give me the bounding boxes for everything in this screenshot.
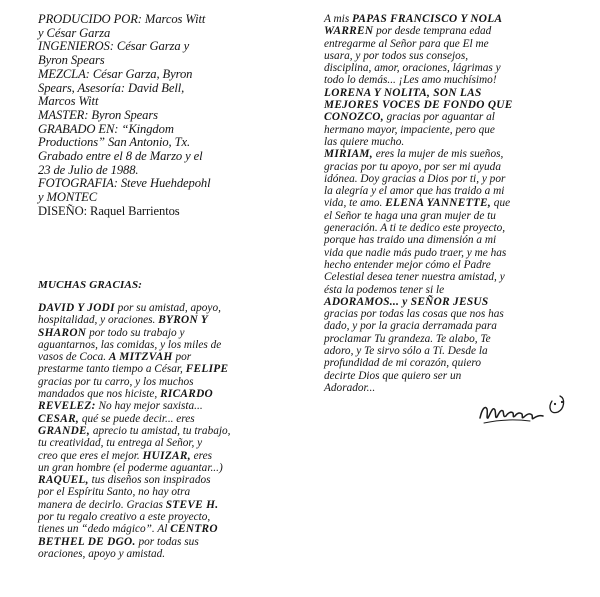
production-credits <box>38 13 300 219</box>
text-line <box>324 296 586 308</box>
text-line <box>38 425 300 437</box>
credit-line: Spears, Asesoría: David Bell, <box>38 80 185 95</box>
text-run: aprecio tu amistad, tu trabajo, <box>90 424 231 437</box>
text-run: tus diseños son inspirados <box>88 474 211 487</box>
text-line <box>324 234 586 246</box>
credit-line: PRODUCIDO POR: Marcos Witt <box>38 12 206 26</box>
text-line <box>324 74 586 86</box>
text-run: la alegría y el amor que has traido a mi <box>324 185 505 198</box>
name-highlight: GRANDE, <box>38 424 91 437</box>
text-run: todo lo demás... ¡Les amo muchísimo! <box>324 74 497 87</box>
text-run: adoro, y Te sirvo sólo a Tí. Desde la <box>324 345 488 358</box>
text-run: oraciones, apoyo y amistad. <box>38 547 166 560</box>
text-line <box>324 50 586 62</box>
text-line <box>324 247 586 259</box>
name-highlight: ADORAMOS... y SEÑOR JESUS <box>324 295 489 308</box>
text-line <box>324 210 586 222</box>
name-highlight: BETHEL DE DGO. <box>38 535 136 548</box>
thanks-text <box>38 302 300 560</box>
text-run: manera de decirlo. Gracias <box>38 498 166 511</box>
text-line <box>38 511 300 523</box>
text-line <box>324 62 586 74</box>
credit-line: Byron Spears <box>38 53 105 68</box>
text-run: qué se puede decir... eres <box>79 412 195 425</box>
credit-line: MEZCLA: César Garza, Byron <box>38 66 193 81</box>
text-line <box>324 333 586 345</box>
text-run: porque has traido una dimensión a mi <box>324 234 497 247</box>
name-highlight: STEVE H. <box>165 498 219 511</box>
text-line <box>38 548 300 560</box>
text-run: gracias por tu apoyo, por ser mi ayuda <box>324 160 501 173</box>
text-line <box>38 536 300 548</box>
text-run: Adorador... <box>324 381 376 394</box>
text-run: por su amistad, apoyo, <box>114 302 221 314</box>
text-line <box>324 25 586 37</box>
text-run: gracias por aguantar al <box>383 111 495 124</box>
text-run: mandados que nos hiciste, <box>38 388 161 401</box>
text-line <box>324 320 586 332</box>
name-highlight: LORENA Y NOLITA, SON LAS <box>324 86 482 99</box>
text-run: eres la mujer de mis sueños, <box>372 148 504 161</box>
thanks-heading: MUCHAS GRACIAS: <box>38 279 143 291</box>
text-run: hecho entender mejor cómo el Padre <box>324 258 491 271</box>
text-run: proclamar Tu grandeza. Te alabo, Te <box>324 332 491 345</box>
name-highlight: DAVID Y JODI <box>38 302 115 314</box>
name-highlight: ELENA YANNETTE, <box>385 197 491 210</box>
text-run: un gran hombre (el poderme aguantar...) <box>38 461 223 474</box>
credit-line: INGENIEROS: César Garza y <box>38 39 190 54</box>
text-run: usara, y por todos sus consejos, <box>324 49 469 62</box>
name-highlight: MEJORES VOCES DE FONDO QUE <box>324 99 513 112</box>
text-run: vasos de Coca. <box>38 351 109 364</box>
text-line <box>324 173 586 185</box>
text-run: creo que eres el mejor. <box>38 449 143 462</box>
text-run: disciplina, amor, oraciones, lágrimas y <box>324 62 501 75</box>
name-highlight: WARREN <box>324 25 374 38</box>
signature <box>476 385 572 429</box>
name-highlight: PAPAS FRANCISCO Y NOLA <box>352 13 503 25</box>
text-run: vida que nadie más pudo traer, y me has <box>324 246 507 259</box>
text-line <box>324 259 586 271</box>
text-line <box>324 124 586 136</box>
text-line <box>324 357 586 369</box>
text-run: decirte Dios que quiero ser un <box>324 369 462 382</box>
credit-line: GRABADO EN: “Kingdom <box>38 121 174 136</box>
text-line <box>38 363 300 375</box>
text-run: por <box>172 351 192 364</box>
text-run: prestarme tanto tiempo a César, <box>38 363 186 376</box>
name-highlight: HUIZAR, <box>142 449 191 462</box>
text-line <box>38 486 300 498</box>
text-run: dado, y por la gracia derramada para <box>324 320 497 333</box>
name-highlight: RAQUEL, <box>38 474 89 487</box>
name-highlight: RICARDO <box>160 388 214 401</box>
name-highlight: BYRON Y <box>158 314 209 327</box>
text-line <box>38 388 300 400</box>
name-highlight: FELIPE <box>185 363 229 376</box>
text-line <box>324 161 586 173</box>
name-highlight: CENTRO <box>170 523 218 536</box>
dedication-text <box>324 13 586 394</box>
text-run: por desde temprana edad <box>373 25 492 38</box>
text-run: por el Espíritu Santo, no hay otra <box>38 486 191 499</box>
credit-line: y César Garza <box>38 25 111 40</box>
text-run: aguantarnos, las comidas, y los miles de <box>38 338 222 351</box>
credit-line: Marcos Witt <box>38 94 99 109</box>
text-line <box>324 345 586 357</box>
text-line <box>38 523 300 535</box>
text-run: No hay mejor saxista... <box>95 400 203 413</box>
text-line <box>38 327 300 339</box>
name-highlight: CONOZCO, <box>324 111 384 124</box>
text-run: idónea. Doy gracias a Dios por ti, y por <box>324 172 506 185</box>
text-run: profundidad de mi corazón, quiero <box>324 357 481 370</box>
text-line <box>324 222 586 234</box>
signature-mark <box>476 385 572 429</box>
text-line <box>324 99 586 111</box>
text-line <box>38 400 300 412</box>
text-run: las quiere mucho. <box>324 135 405 148</box>
text-line <box>38 474 300 486</box>
credit-line: DISEÑO: Raquel Barrientos <box>38 203 180 218</box>
text-run: por tu regalo creativo a este proyecto, <box>38 511 211 524</box>
text-line <box>38 351 300 363</box>
text-run: que <box>490 197 511 210</box>
text-line <box>38 462 300 474</box>
text-line <box>324 13 586 25</box>
text-line <box>324 148 586 160</box>
credit-line: 23 de Julio de 1988. <box>38 162 139 177</box>
name-highlight: A MITZVAH <box>108 351 173 364</box>
text-line <box>38 437 300 449</box>
text-run: entregarme al Señor para que El me <box>324 37 489 50</box>
text-run: ésta la podemos tener si le <box>324 283 445 296</box>
text-line <box>38 499 300 511</box>
credit-line: Productions” San Antonio, Tx. <box>38 135 191 150</box>
text-run: por todo su trabajo y <box>86 326 185 339</box>
text-run: gracias por todas las cosas que nos has <box>324 308 504 321</box>
text-line <box>324 197 586 209</box>
text-run: hospitalidad, y oraciones. <box>38 314 159 327</box>
text-run: tienes un “dedo mágico”. Al <box>38 523 171 536</box>
text-line <box>38 302 300 314</box>
text-run: tu creatividad, tu entrega al Señor, y <box>38 437 203 450</box>
name-highlight: SHARON <box>38 326 87 339</box>
text-run: A mis <box>324 13 353 25</box>
text-line <box>324 271 586 283</box>
text-run: por todas sus <box>135 535 199 548</box>
name-highlight: CESAR, <box>38 412 80 425</box>
text-run: gracias por tu carro, y los muchos <box>38 375 194 388</box>
text-line <box>324 308 586 320</box>
text-line <box>324 185 586 197</box>
text-run: el Señor te haga una gran mujer de tu <box>324 209 496 222</box>
text-run: eres <box>190 449 213 462</box>
name-highlight: MIRIAM, <box>324 148 373 161</box>
credit-line: MASTER: Byron Spears <box>38 107 158 122</box>
text-line <box>324 111 586 123</box>
text-line <box>38 413 300 425</box>
credit-line: y MONTEC <box>38 190 98 205</box>
credit-line: Grabado entre el 8 de Marzo y el <box>38 149 203 164</box>
text-line <box>324 370 586 382</box>
text-line <box>324 38 586 50</box>
text-run: vida, te amo. <box>324 197 386 210</box>
credit-line: FOTOGRAFIA: Steve Huehdepohl <box>38 176 211 191</box>
name-highlight: REVELEZ: <box>38 400 96 413</box>
text-run: hermano mayor, impaciente, pero que <box>324 123 495 136</box>
text-line <box>38 314 300 326</box>
text-run: Celestial desea tener nuestra amistad, y <box>324 271 505 284</box>
text-line <box>324 284 586 296</box>
text-line <box>38 376 300 388</box>
text-line <box>38 339 300 351</box>
text-line <box>324 87 586 99</box>
text-line <box>324 136 586 148</box>
text-run: generación. A ti te dedico este proyecto, <box>324 222 506 235</box>
text-line <box>38 450 300 462</box>
